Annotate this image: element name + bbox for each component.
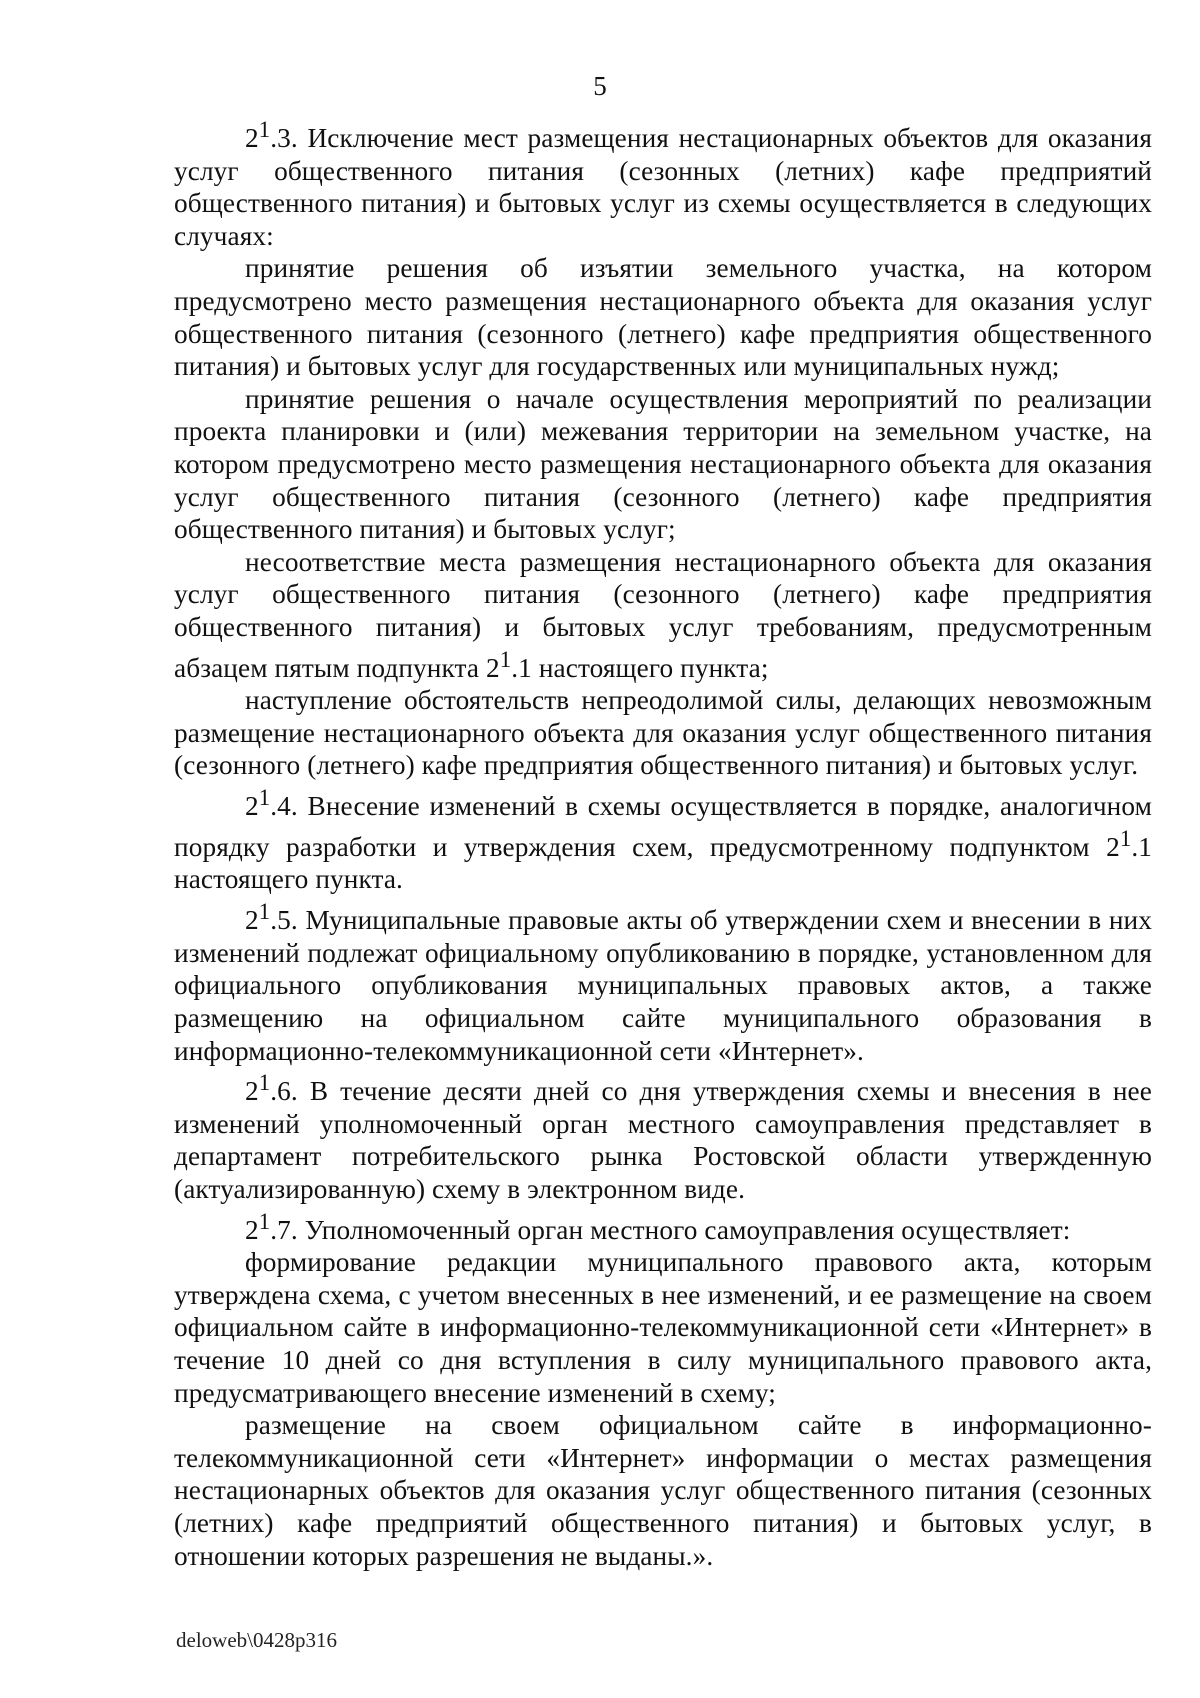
paragraph-text: принятие решения об изъятии земельного участка, на котором предусмотрено место размещения нестационарного объекта для оказания услуг общественного питания (сезонного (летнего) кафе предприятия общественного питания) и бытовых услуг для государственных или муниципальных нужд; <box>174 253 1152 382</box>
superscript: 1 <box>258 785 271 811</box>
paragraph-2-1-4 <box>174 782 1152 896</box>
paragraph-text: .3. Исключение мест размещения нестационарных объектов для оказания услуг общественного питания (сезонных (летних) кафе предприятий общественного питания) и бытовых услуг из схемы осуществляется в следующих случаях: <box>174 123 1152 251</box>
paragraph-edition-forming <box>174 1246 1152 1409</box>
paragraph-text: .6. В течение десяти дней со дня утверждения схемы и внесения в нее изменений уполномоченный орган местного самоуправления представляет в департамент потребительского рынка Ростовской области утвержденную (актуализированную) схему в электронном виде. <box>174 1076 1152 1204</box>
paragraph-planning-project <box>174 383 1152 546</box>
superscript: 1 <box>258 899 271 925</box>
clause-number: 2 <box>245 791 259 822</box>
footer-document-code: deloweb\0428p316 <box>176 1628 337 1652</box>
paragraph-2-1-6 <box>174 1067 1152 1205</box>
paragraph-text: размещение на своем официальном сайте в информационно-телекоммуникационной сети «Интернет» информации о местах размещения нестационарных объектов для оказания услуг общественного питания (сезонных (летних) кафе предприятий общественного питания) и бытовых услуг, в отношении которых разрешения не выданы.». <box>174 1410 1152 1571</box>
superscript: 1 <box>258 117 271 142</box>
paragraph-text: формирование редакции муниципального правового акта, которым утверждена схема, с учетом внесенных в нее изменений, и ее размещение на своем официальном сайте в информационно-телекоммуникационной сети «Интернет» в течение 10 дней со дня вступления в силу муниципального правового акта, предусматривающего внесение изменений в схему; <box>174 1247 1152 1408</box>
paragraph-2-1-7 <box>174 1206 1152 1247</box>
paragraph-text: .5. Муниципальные правовые акты об утверждении схем и внесении в них изменений подлежат официальному опубликованию в порядке, установленном для официального опубликования муниципальных правовых актов, а также размещению на официальном сайте муниципального образования в информационно-телекоммуникационной сети «Интернет». <box>174 905 1152 1066</box>
paragraph-text: .4. Внесение изменений в схемы осуществляется в порядке, аналогичном порядку разработки и утверждения схем, предусмотренному подпунктом 2 <box>174 791 1152 862</box>
paragraph-2-1-3 <box>174 114 1152 252</box>
clause-number: 2 <box>245 1214 259 1245</box>
document-body <box>174 114 1152 1572</box>
paragraph-land-seizure <box>174 252 1152 382</box>
paragraph-text: наступление обстоятельств непреодолимой силы, делающих невозможным размещение нестационарного объекта для оказания услуг общественного питания (сезонного (летнего) кафе предприятия общественного питания) и бытовых услуг. <box>174 685 1152 781</box>
paragraph-site-placement <box>174 1409 1152 1572</box>
page-number: 5 <box>593 71 607 101</box>
superscript: 1 <box>1119 825 1132 851</box>
superscript: 1 <box>499 646 512 672</box>
paragraph-2-1-5 <box>174 896 1152 1067</box>
paragraph-force-majeure <box>174 684 1152 782</box>
clause-number: 2 <box>245 905 259 936</box>
superscript: 1 <box>258 1208 271 1234</box>
paragraph-text-suffix: .1 настоящего пункта. <box>174 831 1152 895</box>
clause-number: 2 <box>245 1076 259 1107</box>
superscript: 1 <box>258 1070 271 1096</box>
paragraph-text-suffix: .1 настоящего пункта; <box>511 652 769 683</box>
clause-number: 2 <box>245 123 259 154</box>
paragraph-text: принятие решения о начале осуществления мероприятий по реализации проекта планировки и (или) межевания территории на земельном участке, на котором предусмотрено место размещения нестационарного объекта для оказания услуг общественного питания (сезонного (летнего) кафе предприятия общественного питания) и бытовых услуг; <box>174 383 1152 545</box>
paragraph-text: несоответствие места размещения нестационарного объекта для оказания услуг общественного питания (сезонного (летнего) кафе предприятия общественного питания) и бытовых услуг требованиям, предусмотренным абзацем пятым подпункта 2 <box>174 546 1152 683</box>
paragraph-nonconformity <box>174 546 1152 684</box>
paragraph-text: .7. Уполномоченный орган местного самоуправления осуществляет: <box>270 1214 1071 1245</box>
